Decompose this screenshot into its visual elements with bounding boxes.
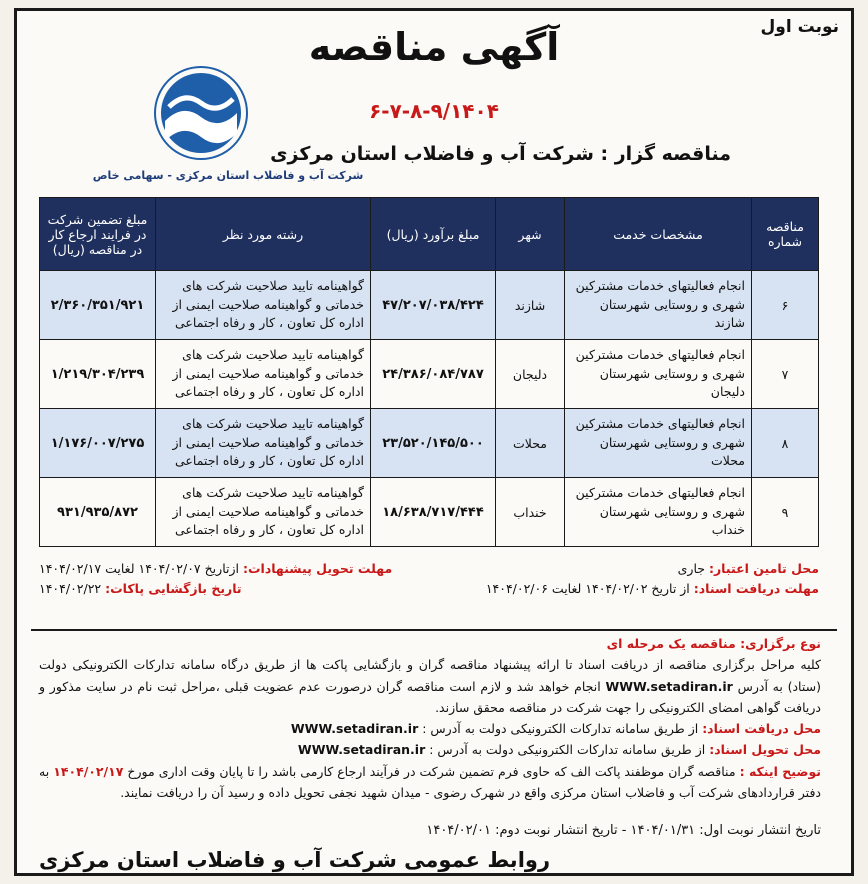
table-row <box>40 340 819 409</box>
guarantee: ۱/۲۱۹/۳۰۴/۲۳۹ <box>40 340 156 409</box>
tender-table <box>39 197 819 547</box>
tender-body <box>39 633 821 803</box>
guarantee: ۲/۳۶۰/۳۵۱/۹۲۱ <box>40 271 156 340</box>
tender-no: ۹ <box>752 478 819 547</box>
service-desc: انجام فعالیتهای خدمات مشترکین شهری و روستایی شهرستان محلات <box>565 409 752 478</box>
bid-deadline: مهلت تحویل پیشنهادات: ازتاریخ ۱۴۰۴/۰۲/۰۷ لغایت ۱۴۰۴/۰۲/۱۷ <box>39 561 393 576</box>
deliver-location: محل تحویل اسناد: از طریق سامانه تدارکات الکترونیکی دولت به آدرس : WWW.setadiran.ir <box>39 739 821 760</box>
publish-dates: تاریخ انتشار نوبت اول: ۱۴۰۴/۰۱/۳۱ - تاریخ انتشار نوبت دوم: ۱۴۰۴/۰۲/۰۱ <box>426 823 821 838</box>
guarantee: ۹۳۱/۹۳۵/۸۷۲ <box>40 478 156 547</box>
tender-no: ۷ <box>752 340 819 409</box>
logo-text: شرکت آب و فاضلاب استان مرکزی - سهامی خاص <box>92 169 364 182</box>
receive-location: محل دریافت اسناد: از طریق سامانه تدارکات الکترونیکی دولت به آدرس : WWW.setadiran.ir <box>39 718 821 739</box>
guarantee: ۱/۱۷۶/۰۰۷/۲۷۵ <box>40 409 156 478</box>
required-field: گواهینامه تایید صلاحیت شرکت های خدماتی و گواهینامه صلاحیت ایمنی از اداره کل تعاون ، کار و رفاه اجتماعی <box>156 340 371 409</box>
organizer-line: مناقصه گزار : شرکت آب و فاضلاب استان مرکزی <box>270 143 731 165</box>
city: خنداب <box>496 478 565 547</box>
estimate: ۲۳/۵۲۰/۱۴۵/۵۰۰ <box>371 409 496 478</box>
note-paragraph: توضیح اینکه : مناقصه گران موظفند پاکت الف که حاوی فرم تضمین شرکت در فرآیند ارجاع کارمی باشد را تا پایان وقت اداری مورخ ۱۴۰۴/۰۲/۱۷ به دفتر قراردادهای شرکت آب و فاضلاب استان مرکزی واقع در شهرک رضوی - میدان شهید نجفی تحویل داده و رسید آن را دریافت نمایند. <box>39 763 822 800</box>
city: دلیجان <box>496 340 565 409</box>
col-guarantee: مبلغ تضمین شرکت در فرایند ارجاع کار در مناقصه (ریال) <box>40 198 156 271</box>
col-service: مشخصات خدمت <box>565 198 752 271</box>
tender-info <box>39 559 819 599</box>
deliver-link[interactable]: WWW.setadiran.ir <box>297 742 426 758</box>
tender-no: ۶ <box>752 271 819 340</box>
estimate: ۲۴/۳۸۶/۰۸۴/۷۸۷ <box>371 340 496 409</box>
table-row <box>40 409 819 478</box>
footer <box>39 823 821 872</box>
tender-notice <box>14 8 854 876</box>
opening-date: تاریخ بازگشایی پاکات: ۱۴۰۴/۰۲/۲۲ <box>39 581 242 596</box>
col-estimate: مبلغ برآورد (ریال) <box>371 198 496 271</box>
service-desc: انجام فعالیتهای خدمات مشترکین شهری و روستایی شهرستان خنداب <box>565 478 752 547</box>
estimate: ۱۸/۶۳۸/۷۱۷/۴۴۴ <box>371 478 496 547</box>
estimate: ۴۷/۲۰۷/۰۳۸/۴۲۴ <box>371 271 496 340</box>
receive-link[interactable]: WWW.setadiran.ir <box>290 721 419 736</box>
document-deadline: مهلت دریافت اسناد: از تاریخ ۱۴۰۴/۰۲/۰۲ لغایت ۱۴۰۴/۰۲/۰۶ <box>485 581 819 596</box>
reference-number: ۶-۷-۸-۹/۱۴۰۴ <box>369 99 499 123</box>
city: شازند <box>496 271 565 340</box>
divider <box>31 629 837 631</box>
required-field: گواهینامه تایید صلاحیت شرکت های خدماتی و گواهینامه صلاحیت ایمنی از اداره کل تعاون ، کار و رفاه اجتماعی <box>156 478 371 547</box>
required-field: گواهینامه تایید صلاحیت شرکت های خدماتی و گواهینامه صلاحیت ایمنی از اداره کل تعاون ، کار و رفاه اجتماعی <box>156 271 371 340</box>
service-desc: انجام فعالیتهای خدمات مشترکین شهری و روستایی شهرستان شازند <box>565 271 752 340</box>
table-row <box>40 271 819 340</box>
company-logo-icon <box>92 51 364 191</box>
procedure-paragraph: کلیه مراحل برگزاری مناقصه از دریافت اسناد تا ارائه پیشنهاد مناقصه گران و بازگشایی پاکت ها از طریق درگاه سامانه تدارکات الکترونیکی دولت (ستاد) به آدرس WWW.setadiran.ir انجام خواهد شد و لازم است مناقصه گران درصورت عدم عضویت قبلی ،مراحل ثبت نام در سایت مذکور و دریافت گواهی امضای الکترونیکی را جهت شرکت در مناقصه محقق سازند. <box>39 657 821 715</box>
table-row <box>40 478 819 547</box>
col-city: شهر <box>496 198 565 271</box>
col-field: رشته مورد نظر <box>156 198 371 271</box>
city: محلات <box>496 409 565 478</box>
tender-no: ۸ <box>752 409 819 478</box>
required-field: گواهینامه تایید صلاحیت شرکت های خدماتی و گواهینامه صلاحیت ایمنی از اداره کل تعاون ، کار و رفاه اجتماعی <box>156 409 371 478</box>
public-relations: روابط عمومی شرکت آب و فاضلاب استان مرکزی <box>39 848 551 872</box>
col-tender-no: مناقصه شماره <box>752 198 819 271</box>
table-header-row <box>40 198 819 271</box>
service-desc: انجام فعالیتهای خدمات مشترکین شهری و روستایی شهرستان دلیجان <box>565 340 752 409</box>
edition-label: نوبت اول <box>760 17 839 37</box>
credit-source: محل تامین اعتبار: جاری <box>677 561 819 576</box>
notice-title: آگهی مناقصه <box>308 25 560 69</box>
setadiran-link[interactable]: WWW.setadiran.ir <box>605 678 733 694</box>
tender-type: نوع برگزاری: مناقصه یک مرحله ای <box>606 636 821 651</box>
